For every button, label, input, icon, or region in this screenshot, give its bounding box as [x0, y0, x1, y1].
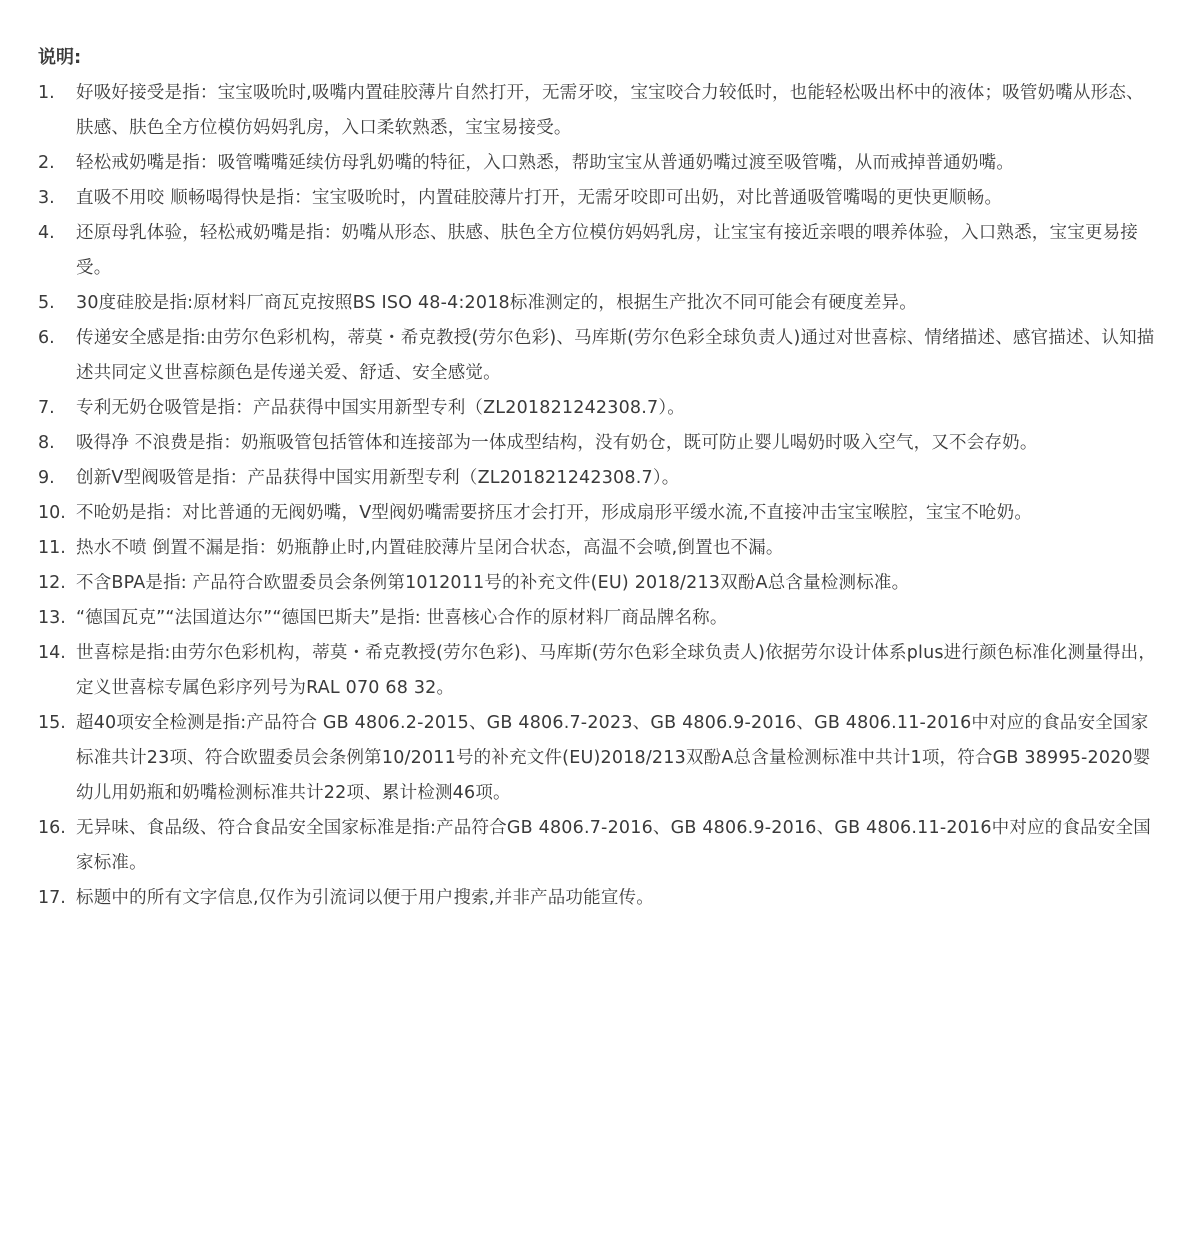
note-text: 热水不喷 倒置不漏是指：奶瓶静止时,内置硅胶薄片呈闭合状态，高温不会喷,倒置也不漏。 — [76, 538, 784, 558]
note-number: 5. — [38, 293, 55, 313]
note-item — [38, 146, 1158, 181]
note-item — [38, 181, 1158, 216]
note-number: 14. — [38, 643, 66, 663]
notes-list — [38, 76, 1158, 916]
note-text: 不呛奶是指：对比普通的无阀奶嘴，V型阀奶嘴需要挤压才会打开，形成扇形平缓水流,不直接冲击宝宝喉腔，宝宝不呛奶。 — [76, 503, 1033, 523]
note-number: 15. — [38, 713, 66, 733]
note-text: 吸得净 不浪费是指：奶瓶吸管包括管体和连接部为一体成型结构，没有奶仓，既可防止婴儿喝奶时吸入空气，又不会存奶。 — [76, 433, 1038, 453]
note-text: 还原母乳体验，轻松戒奶嘴是指：奶嘴从形态、肤感、肤色全方位模仿妈妈乳房，让宝宝有接近亲喂的喂养体验，入口熟悉，宝宝更易接受。 — [76, 223, 1138, 278]
note-number: 4. — [38, 223, 55, 243]
note-number: 10. — [38, 503, 66, 523]
note-number: 2. — [38, 153, 55, 173]
note-number: 1. — [38, 83, 55, 103]
note-number: 7. — [38, 398, 55, 418]
note-number: 16. — [38, 818, 66, 838]
note-text: 无异味、食品级、符合食品安全国家标准是指:产品符合GB 4806.7-2016、GB 4806.9-2016、GB 4806.11-2016中对应的食品安全国家标准。 — [76, 818, 1151, 873]
note-item — [38, 496, 1158, 531]
note-number: 11. — [38, 538, 66, 558]
note-text: 直吸不用咬 顺畅喝得快是指：宝宝吸吮时，内置硅胶薄片打开，无需牙咬即可出奶，对比普通吸管嘴喝的更快更顺畅。 — [76, 188, 1003, 208]
note-text: 轻松戒奶嘴是指：吸管嘴嘴延续仿母乳奶嘴的特征，入口熟悉，帮助宝宝从普通奶嘴过渡至吸管嘴，从而戒掉普通奶嘴。 — [76, 153, 1015, 173]
note-text: 传递安全感是指:由劳尔色彩机构，蒂莫・希克教授(劳尔色彩)、马库斯(劳尔色彩全球负责人)通过对世喜棕、情绪描述、感官描述、认知描述共同定义世喜棕颜色是传递关爱、舒适、安全感觉。 — [76, 328, 1155, 383]
note-text: 不含BPA是指: 产品符合欧盟委员会条例第1012011号的补充文件(EU) 2018/213双酚A总含量检测标准。 — [76, 573, 910, 593]
note-item — [38, 391, 1158, 426]
note-text: 标题中的所有文字信息,仅作为引流词以便于用户搜索,并非产品功能宣传。 — [76, 888, 654, 908]
note-number: 8. — [38, 433, 55, 453]
note-item — [38, 286, 1158, 321]
note-item — [38, 566, 1158, 601]
disclaimer-document — [38, 40, 1158, 916]
note-item — [38, 601, 1158, 636]
note-item — [38, 706, 1158, 811]
note-item — [38, 76, 1158, 146]
note-number: 17. — [38, 888, 66, 908]
note-item — [38, 811, 1158, 881]
note-text: 创新V型阀吸管是指：产品获得中国实用新型专利（ZL201821242308.7）。 — [76, 468, 680, 488]
note-item — [38, 461, 1158, 496]
note-text: 好吸好接受是指：宝宝吸吮时,吸嘴内置硅胶薄片自然打开，无需牙咬，宝宝咬合力较低时，也能轻松吸出杯中的液体；吸管奶嘴从形态、肤感、肤色全方位模仿妈妈乳房，入口柔软熟悉，宝宝易接受。 — [76, 83, 1144, 138]
note-text: “德国瓦克”“法国道达尔”“德国巴斯夫”是指: 世喜核心合作的原材料厂商品牌名称。 — [76, 608, 728, 628]
note-number: 12. — [38, 573, 66, 593]
note-text: 超40项安全检测是指:产品符合 GB 4806.2-2015、GB 4806.7-2023、GB 4806.9-2016、GB 4806.11-2016中对应的食品安全国家标准共计23项、符合欧盟委员会条例第10/2011号的补充文件(EU)2018/213双酚A总含量检测标准中共计1项，符合GB 38995-2020婴幼儿用奶瓶和奶嘴检测标准共计22项、累计检测46项。 — [76, 713, 1151, 803]
document-title: 说明: — [38, 47, 82, 68]
note-number: 13. — [38, 608, 66, 628]
note-item — [38, 636, 1158, 706]
note-item — [38, 321, 1158, 391]
note-number: 6. — [38, 328, 55, 348]
note-text: 世喜棕是指:由劳尔色彩机构，蒂莫・希克教授(劳尔色彩)、马库斯(劳尔色彩全球负责人)依据劳尔设计体系plus进行颜色标准化测量得出，定义世喜棕专属色彩序列号为RAL 070 68 32。 — [76, 643, 1157, 698]
note-number: 9. — [38, 468, 55, 488]
note-number: 3. — [38, 188, 55, 208]
note-item — [38, 881, 1158, 916]
note-text: 专利无奶仓吸管是指：产品获得中国实用新型专利（ZL201821242308.7）。 — [76, 398, 685, 418]
note-item — [38, 426, 1158, 461]
note-text: 30度硅胶是指:原材料厂商瓦克按照BS ISO 48-4:2018标准测定的，根据生产批次不同可能会有硬度差异。 — [76, 293, 917, 313]
note-item — [38, 531, 1158, 566]
note-item — [38, 216, 1158, 286]
